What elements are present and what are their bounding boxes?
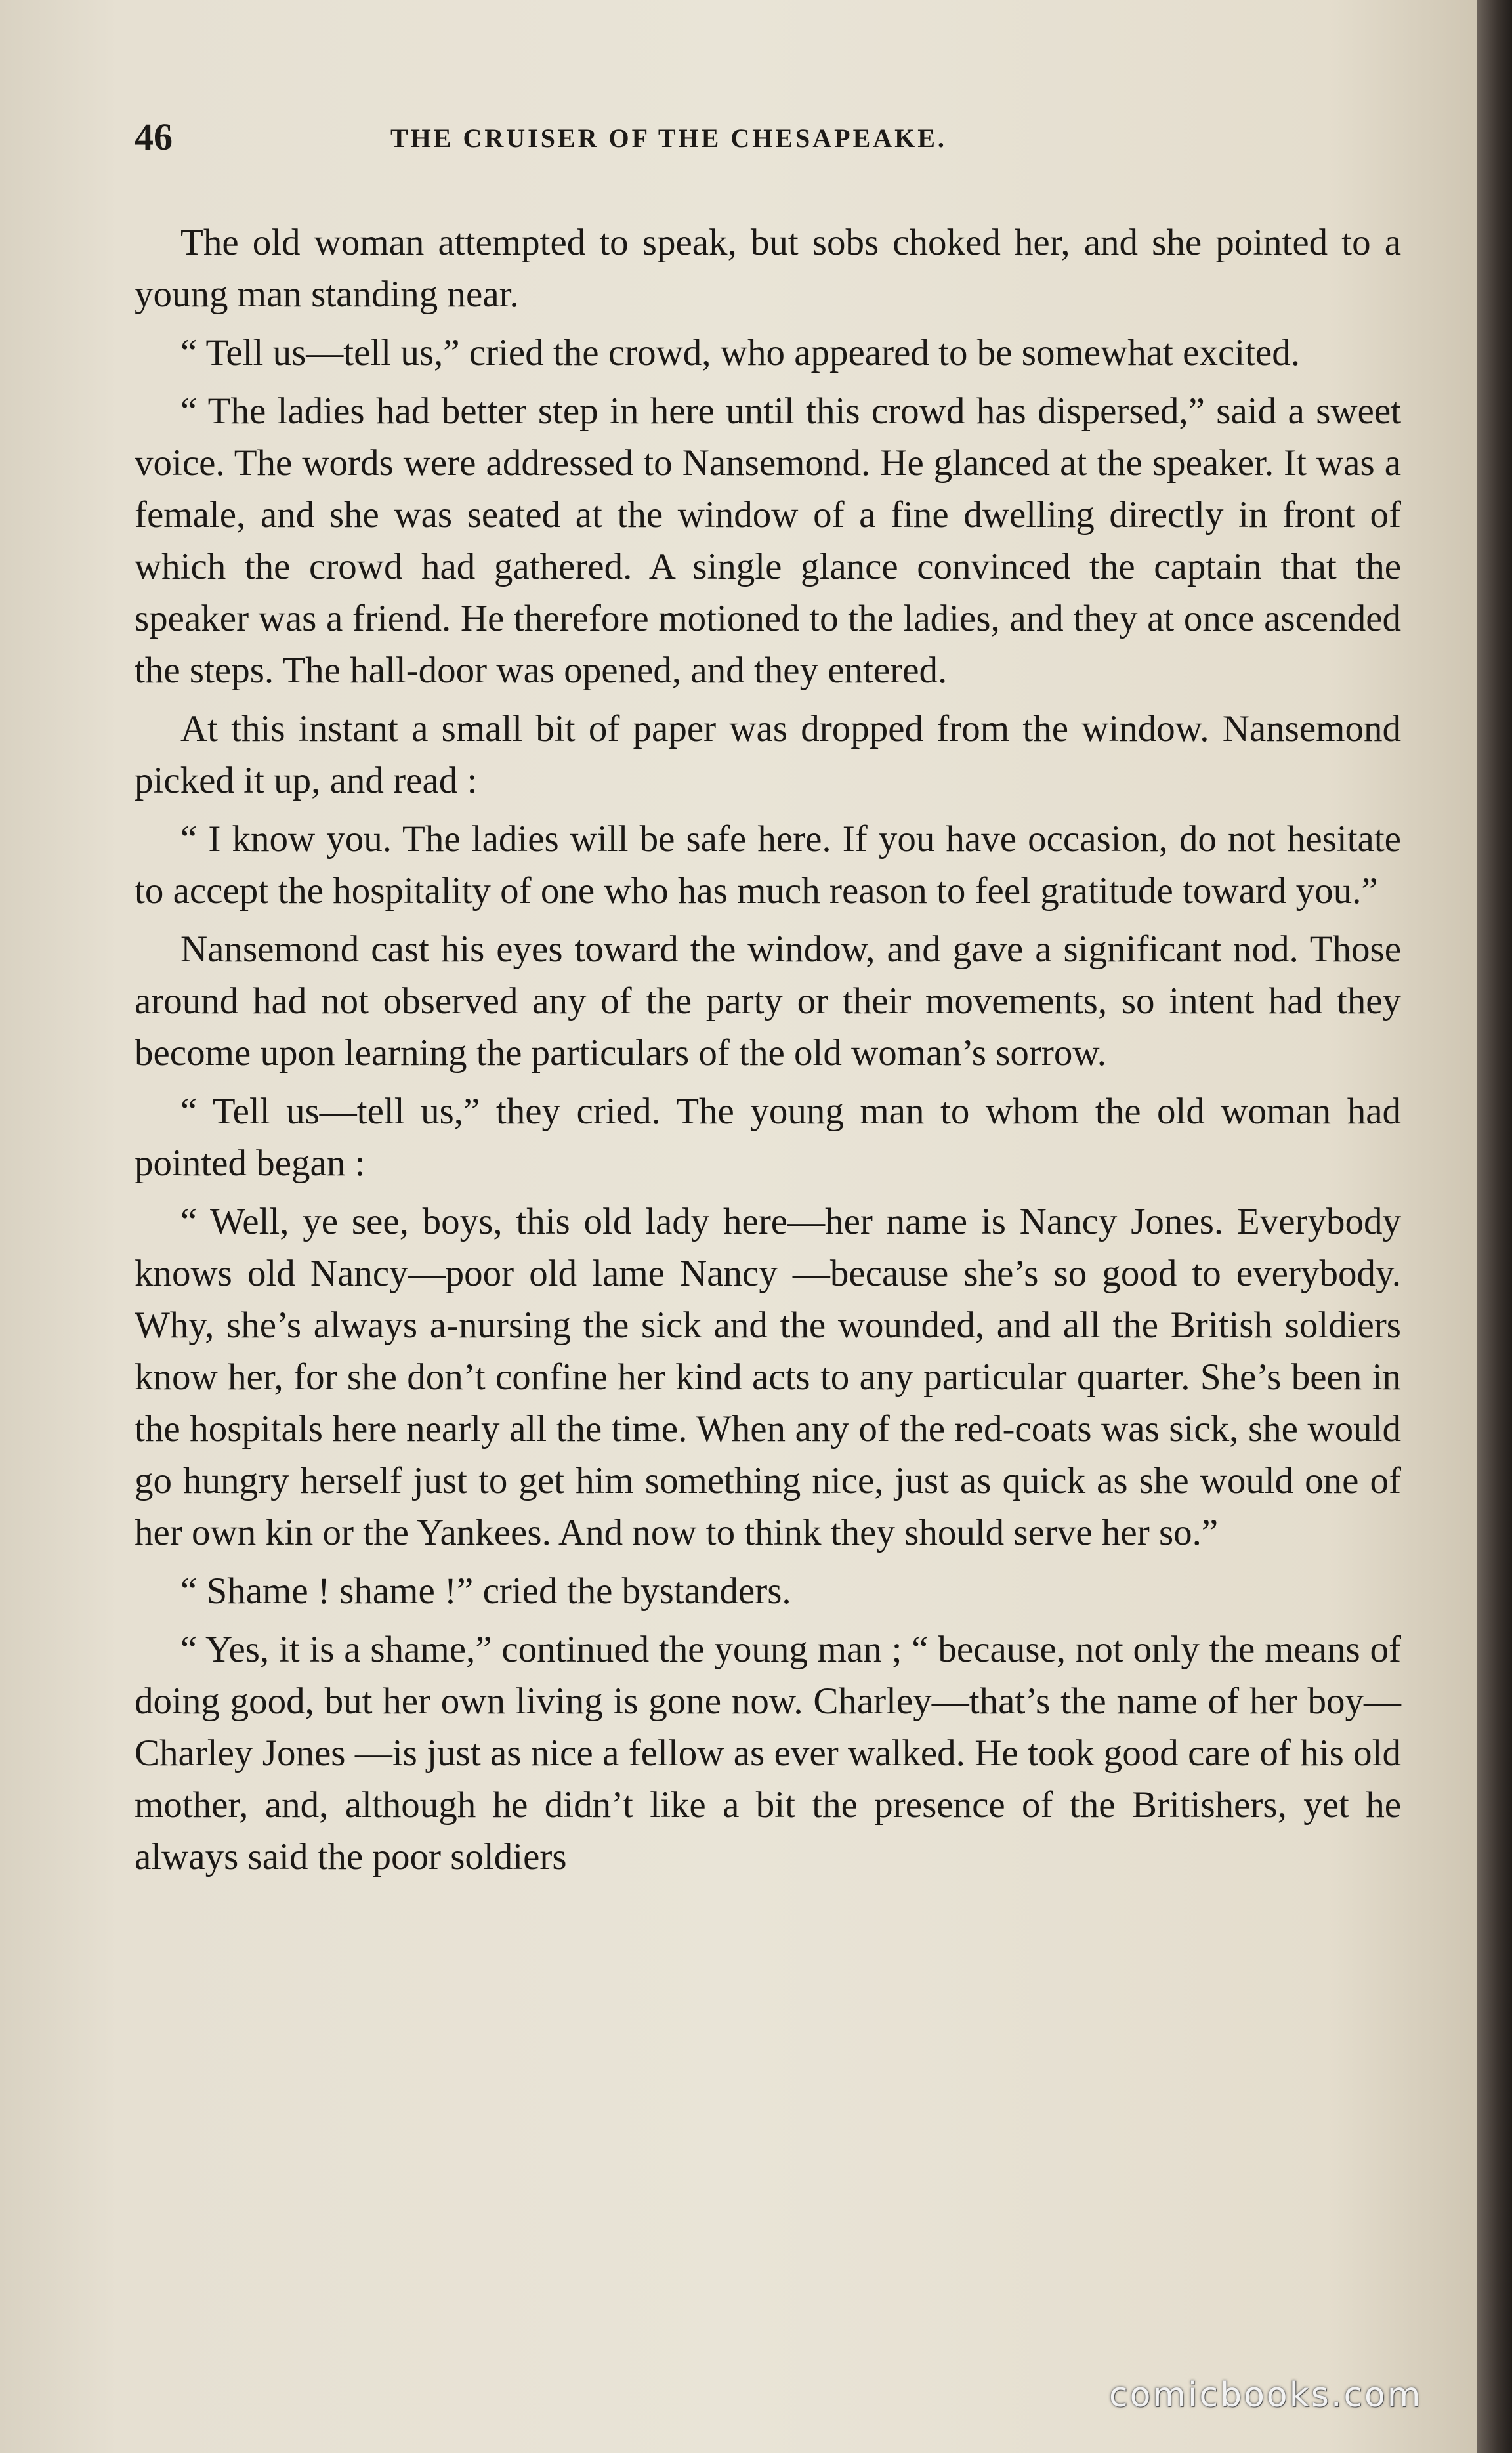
paragraph: “ Tell us—tell us,” cried the crowd, who appeared to be somewhat excited. bbox=[180, 332, 1300, 373]
paragraph: “ I know you. The ladies will be safe here. If you have occasion, do not hesitate to accept the hospitality of one who has much reason to feel gratitude toward you.” bbox=[135, 818, 1401, 912]
running-head-title: THE CRUISER OF THE CHESAPEAKE. bbox=[390, 123, 947, 153]
paragraph: Nansemond cast his eyes toward the window, and gave a significant nod. Those around had not observed any of the party or their movements, so intent had they become upon learning the particulars of the old woman’s sorrow. bbox=[135, 929, 1401, 1074]
paragraph: “ Tell us—tell us,” they cried. The young man to whom the old woman had pointed began : bbox=[135, 1091, 1401, 1184]
page-number: 46 bbox=[135, 115, 173, 158]
paragraph: At this instant a small bit of paper was dropped from the window. Nansemond picked it up, and read : bbox=[135, 708, 1401, 801]
page-edge-shadow bbox=[1477, 0, 1512, 2453]
watermark: comicbooks.com bbox=[1109, 2376, 1423, 2415]
paragraph: “ Yes, it is a shame,” continued the young man ; “ because, not only the means of doing good, but her own living is gone now. Charley—that’s the name of her boy—Charley Jones —is just as nice a fellow as ever walked. He took good care of his old mother, and, although he didn’t like a bit the presence of the Britishers, yet he always said the poor soldiers bbox=[135, 1629, 1401, 1877]
running-head bbox=[135, 115, 1401, 167]
paragraph: The old woman attempted to speak, but sobs choked her, and she pointed to a young man standing near. bbox=[135, 222, 1401, 315]
paragraph: “ Well, ye see, boys, this old lady here—her name is Nancy Jones. Everybody knows old Nancy—poor old lame Nancy —because she’s so good to everybody. Why, she’s always a-nursing the sick and the wounded, and all the British soldiers know her, for she don’t confine her kind acts to any particular quarter. She’s been in the hospitals here nearly all the time. When any of the red-coats was sick, she would go hungry herself just to get him something nice, just as quick as she would one of her own kin or the Yankees. And now to think they should serve her so.” bbox=[135, 1201, 1401, 1553]
paragraph: “ The ladies had better step in here until this crowd has dispersed,” said a sweet voice. The words were addressed to Nansemond. He glanced at the speaker. It was a female, and she was seated at the window of a fine dwelling directly in front of which the crowd had gathered. A single glance convinced the captain that the speaker was a friend. He therefore motioned to the ladies, and they at once ascended the steps. The hall-door was opened, and they entered. bbox=[135, 390, 1401, 691]
paragraph: “ Shame ! shame !” cried the bystanders. bbox=[180, 1570, 791, 1612]
body-text bbox=[135, 217, 1401, 1889]
